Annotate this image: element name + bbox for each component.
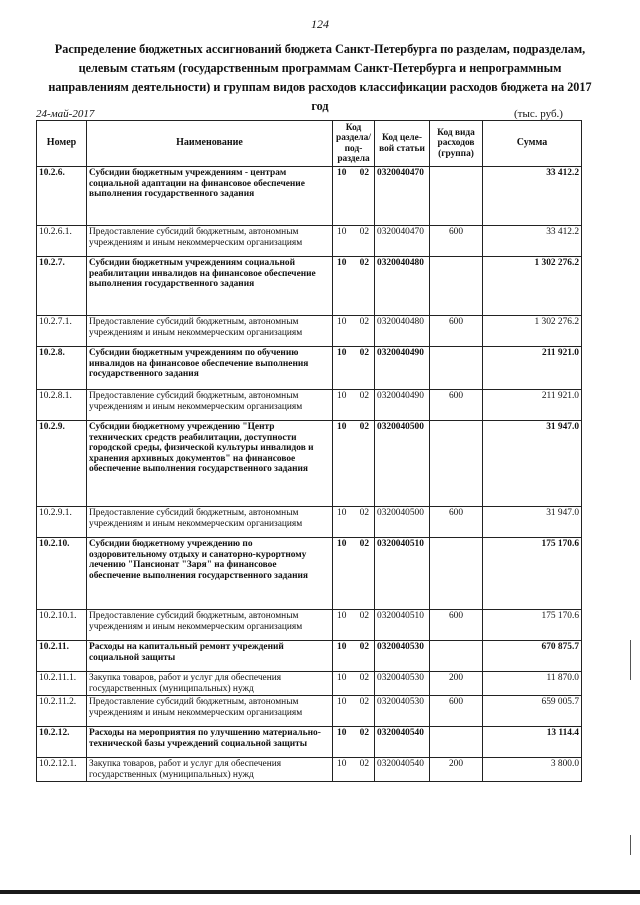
row-sum: 670 875.7 (483, 641, 582, 672)
row-sum: 211 921.0 (483, 390, 582, 421)
table-row (37, 316, 582, 347)
row-subsection: 02 (359, 539, 369, 549)
row-number: 10.2.10. (37, 538, 87, 610)
row-expense-type: 200 (430, 758, 483, 782)
row-subsection: 02 (359, 642, 369, 652)
row-section-code (333, 390, 375, 421)
row-section-code (333, 507, 375, 538)
row-name: Предоставление субсидий бюджетным, автономным учреждениям и иным некоммерческим организациям (87, 610, 333, 641)
margin-mark (630, 835, 631, 855)
row-name: Предоставление субсидий бюджетным, автономным учреждениям и иным некоммерческим организациям (87, 226, 333, 257)
row-section-code (333, 610, 375, 641)
row-expense-type: 600 (430, 696, 483, 727)
row-section: 10 (337, 168, 347, 178)
row-section-code (333, 672, 375, 696)
scan-edge-bar (0, 890, 640, 894)
row-section: 10 (337, 728, 347, 738)
row-section: 10 (337, 642, 347, 652)
header-number: Номер (37, 121, 87, 167)
row-subsection: 02 (359, 348, 369, 358)
row-name: Субсидии бюджетным учреждениям социальной реабилитации инвалидов на финансовое обеспечение выполнения государственного задания (87, 257, 333, 316)
document-title: Распределение бюджетных ассигнований бюджета Санкт-Петербурга по разделам, подразделам, целевым статьям (государственным программам Санкт-Петербурга и непрограммным направлениям деятельности) и группам видов расходов классификации расходов бюджета на 2017 год (48, 42, 592, 113)
row-sum: 1 302 276.2 (483, 316, 582, 347)
row-section: 10 (337, 391, 347, 401)
row-target-article: 0320040480 (375, 257, 430, 316)
row-expense-type (430, 727, 483, 758)
row-expense-type (430, 347, 483, 390)
row-subsection: 02 (359, 317, 369, 327)
row-section-code (333, 347, 375, 390)
table-row (37, 167, 582, 226)
table-row (37, 347, 582, 390)
table-row (37, 696, 582, 727)
row-target-article: 0320040480 (375, 316, 430, 347)
row-section: 10 (337, 539, 347, 549)
header-name: Наименование (87, 121, 333, 167)
row-number: 10.2.12.1. (37, 758, 87, 782)
row-target-article: 0320040490 (375, 347, 430, 390)
row-number: 10.2.11. (37, 641, 87, 672)
row-target-article: 0320040510 (375, 610, 430, 641)
row-subsection: 02 (359, 611, 369, 621)
row-target-article: 0320040510 (375, 538, 430, 610)
row-name: Субсидии бюджетным учреждениям по обучению инвалидов на финансовое обеспечение выполнения государственного задания (87, 347, 333, 390)
row-expense-type: 600 (430, 226, 483, 257)
row-expense-type (430, 421, 483, 507)
row-section: 10 (337, 673, 347, 683)
row-subsection: 02 (359, 508, 369, 518)
currency-units: (тыс. руб.) (514, 108, 563, 120)
row-number: 10.2.8. (37, 347, 87, 390)
row-section: 10 (337, 227, 347, 237)
row-section-code (333, 167, 375, 226)
table-row (37, 257, 582, 316)
row-number: 10.2.12. (37, 727, 87, 758)
table-row (37, 610, 582, 641)
budget-table (36, 120, 582, 782)
row-target-article: 0320040530 (375, 696, 430, 727)
table-row (37, 672, 582, 696)
row-sum: 3 800.0 (483, 758, 582, 782)
row-expense-type (430, 167, 483, 226)
row-target-article: 0320040490 (375, 390, 430, 421)
row-subsection: 02 (359, 391, 369, 401)
row-expense-type (430, 257, 483, 316)
row-subsection: 02 (359, 759, 369, 769)
row-expense-type: 600 (430, 316, 483, 347)
row-section: 10 (337, 697, 347, 707)
row-number: 10.2.6. (37, 167, 87, 226)
row-number: 10.2.9. (37, 421, 87, 507)
row-target-article: 0320040540 (375, 727, 430, 758)
row-section-code (333, 758, 375, 782)
row-expense-type: 600 (430, 610, 483, 641)
row-sum: 31 947.0 (483, 421, 582, 507)
row-sum: 659 005.7 (483, 696, 582, 727)
row-name: Закупка товаров, работ и услуг для обеспечения государственных (муниципальных) нужд (87, 758, 333, 782)
row-sum: 211 921.0 (483, 347, 582, 390)
row-section: 10 (337, 258, 347, 268)
row-section-code (333, 641, 375, 672)
row-name: Предоставление субсидий бюджетным, автономным учреждениям и иным некоммерческим организациям (87, 316, 333, 347)
table-row (37, 727, 582, 758)
margin-mark (630, 640, 631, 680)
row-subsection: 02 (359, 258, 369, 268)
header-section-code: Код раздела/ под- раздела (333, 121, 375, 167)
row-expense-type: 600 (430, 507, 483, 538)
row-name: Субсидии бюджетному учреждению "Центр технических средств реабилитации, доступности городской среды, физической культуры инвалидов и хранения архивных документов" на финансовое обеспечение выполнения государственного задания (87, 421, 333, 507)
row-section-code (333, 257, 375, 316)
row-section-code (333, 538, 375, 610)
table-header-row (37, 121, 582, 167)
row-sum: 33 412.2 (483, 226, 582, 257)
row-target-article: 0320040470 (375, 226, 430, 257)
table-row (37, 226, 582, 257)
document-date: 24-май-2017 (36, 108, 95, 120)
row-section: 10 (337, 611, 347, 621)
row-section: 10 (337, 317, 347, 327)
row-sum: 1 302 276.2 (483, 257, 582, 316)
row-sum: 11 870.0 (483, 672, 582, 696)
table-row (37, 421, 582, 507)
row-name: Субсидии бюджетному учреждению по оздоровительному отдыху и санаторно-курортному лечению "Пансионат "Заря" на финансовое обеспечение выполнения государственного задания (87, 538, 333, 610)
row-target-article: 0320040540 (375, 758, 430, 782)
table-row (37, 641, 582, 672)
row-subsection: 02 (359, 422, 369, 432)
row-name: Расходы на капитальный ремонт учреждений социальной защиты (87, 641, 333, 672)
row-subsection: 02 (359, 728, 369, 738)
table-row (37, 507, 582, 538)
row-target-article: 0320040530 (375, 672, 430, 696)
row-expense-type (430, 538, 483, 610)
row-sum: 33 412.2 (483, 167, 582, 226)
row-section-code (333, 727, 375, 758)
row-subsection: 02 (359, 168, 369, 178)
row-section: 10 (337, 759, 347, 769)
table-row (37, 758, 582, 782)
row-section: 10 (337, 348, 347, 358)
row-subsection: 02 (359, 227, 369, 237)
row-name: Субсидии бюджетным учреждениям - центрам социальной адаптации на финансовое обеспечение выполнения государственного задания (87, 167, 333, 226)
row-name: Предоставление субсидий бюджетным, автономным учреждениям и иным некоммерческим организациям (87, 507, 333, 538)
row-number: 10.2.6.1. (37, 226, 87, 257)
row-subsection: 02 (359, 673, 369, 683)
row-section-code (333, 421, 375, 507)
row-name: Предоставление субсидий бюджетным, автономным учреждениям и иным некоммерческим организациям (87, 696, 333, 727)
table-row (37, 390, 582, 421)
row-number: 10.2.8.1. (37, 390, 87, 421)
row-section: 10 (337, 422, 347, 432)
row-target-article: 0320040500 (375, 421, 430, 507)
row-subsection: 02 (359, 697, 369, 707)
row-number: 10.2.11.1. (37, 672, 87, 696)
header-expense-type-code: Код вида расходов (группа) (430, 121, 483, 167)
row-target-article: 0320040500 (375, 507, 430, 538)
row-expense-type: 600 (430, 390, 483, 421)
page-number: 124 (311, 17, 329, 31)
row-section-code (333, 696, 375, 727)
row-number: 10.2.9.1. (37, 507, 87, 538)
header-sum: Сумма (483, 121, 582, 167)
row-number: 10.2.7.1. (37, 316, 87, 347)
row-section-code (333, 316, 375, 347)
row-expense-type (430, 641, 483, 672)
row-expense-type: 200 (430, 672, 483, 696)
row-target-article: 0320040470 (375, 167, 430, 226)
row-section-code (333, 226, 375, 257)
row-sum: 175 170.6 (483, 610, 582, 641)
row-target-article: 0320040530 (375, 641, 430, 672)
row-sum: 13 114.4 (483, 727, 582, 758)
row-number: 10.2.7. (37, 257, 87, 316)
row-name: Расходы на мероприятия по улучшению материально-технической базы учреждений социальной защиты (87, 727, 333, 758)
row-sum: 31 947.0 (483, 507, 582, 538)
header-target-article-code: Код целе- вой статьи (375, 121, 430, 167)
row-section: 10 (337, 508, 347, 518)
table-row (37, 538, 582, 610)
row-number: 10.2.10.1. (37, 610, 87, 641)
row-name: Предоставление субсидий бюджетным, автономным учреждениям и иным некоммерческим организациям (87, 390, 333, 421)
table-body (37, 167, 582, 782)
row-number: 10.2.11.2. (37, 696, 87, 727)
row-sum: 175 170.6 (483, 538, 582, 610)
row-name: Закупка товаров, работ и услуг для обеспечения государственных (муниципальных) нужд (87, 672, 333, 696)
